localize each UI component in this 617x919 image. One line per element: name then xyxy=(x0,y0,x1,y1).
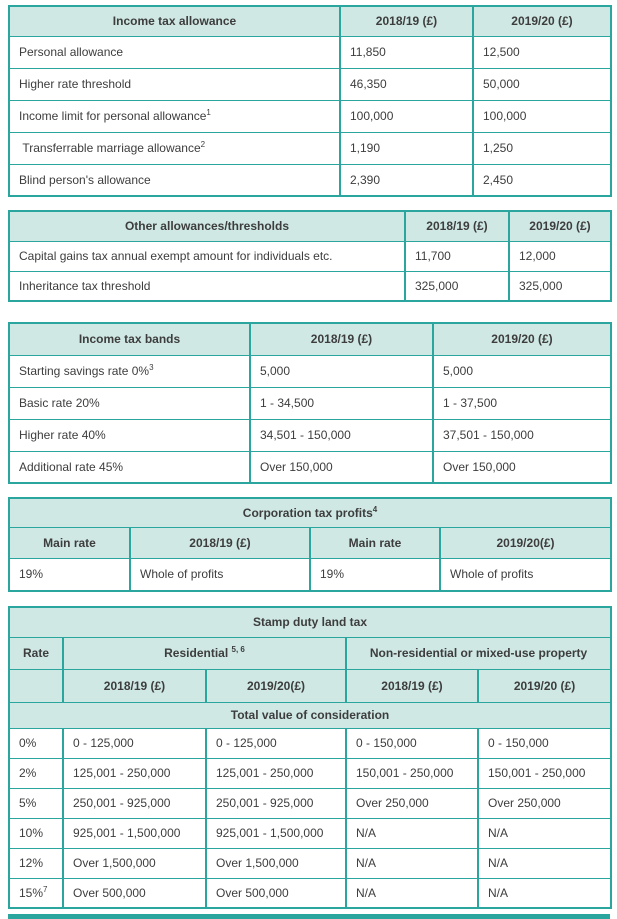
nonres-2018-19: N/A xyxy=(346,878,478,908)
footnote-marker: 3 xyxy=(149,363,154,372)
table-row xyxy=(9,164,611,196)
header-residential: Residential $^{5, 6}$ xyxy=(63,637,346,669)
nonres-2018-19: 0 - 150,000 xyxy=(346,728,478,758)
table-header-row xyxy=(9,6,611,36)
header-rate: Rate xyxy=(9,637,63,669)
value-2019-20: 2,450 xyxy=(473,164,611,196)
header-2019-20: 2019/20 (£) xyxy=(473,6,611,36)
row-label: Inheritance tax threshold xyxy=(9,271,405,301)
main-rate-2019-20: 19% xyxy=(310,558,440,591)
table-row xyxy=(9,132,611,164)
table-row xyxy=(9,419,611,451)
profits-2019-20: Whole of profits xyxy=(440,558,611,591)
nonres-2018-19: N/A xyxy=(346,818,478,848)
table-row xyxy=(9,818,611,848)
res-2019-20: 0 - 125,000 xyxy=(206,728,346,758)
table-title-row xyxy=(9,607,611,637)
header-main-rate: Main rate xyxy=(310,527,440,558)
value-2018-19: 1,190 xyxy=(340,132,473,164)
row-label: Transferrable marriage allowance$^2$ xyxy=(9,132,340,164)
nonres-2019-20: Over 250,000 xyxy=(478,788,611,818)
table-row xyxy=(9,788,611,818)
row-label: Higher rate threshold xyxy=(9,68,340,100)
empty-header-cell xyxy=(9,669,63,702)
row-label: Blind person's allowance xyxy=(9,164,340,196)
header-income-tax-allowance: Income tax allowance xyxy=(9,6,340,36)
res-2018-19: 925,001 - 1,500,000 xyxy=(63,818,206,848)
header-2018-19: 2018/19 (£) xyxy=(405,211,509,241)
table-row xyxy=(9,878,611,908)
rate-cell: 5% xyxy=(9,788,63,818)
res-2018-19: 125,001 - 250,000 xyxy=(63,758,206,788)
res-2019-20: Over 500,000 xyxy=(206,878,346,908)
stamp-duty-table xyxy=(8,606,612,909)
rate-cell: 12% xyxy=(9,848,63,878)
rate-cell: 15%$^7$ xyxy=(9,878,63,908)
value-2018-19: Over 150,000 xyxy=(250,451,433,483)
subheader-row xyxy=(9,702,611,728)
row-label: Personal allowance xyxy=(9,36,340,68)
res-2018-19: 250,001 - 925,000 xyxy=(63,788,206,818)
nonres-2018-19: N/A xyxy=(346,848,478,878)
row-label: Income limit for personal allowance$^1$ xyxy=(9,100,340,132)
header-2019-20: 2019/20 (£) xyxy=(433,323,611,355)
rate-cell: 2% xyxy=(9,758,63,788)
row-label: Basic rate 20% xyxy=(9,387,250,419)
table-title-row xyxy=(9,498,611,527)
table-row xyxy=(9,848,611,878)
year-header-row xyxy=(9,669,611,702)
header-other-allowances: Other allowances/thresholds xyxy=(9,211,405,241)
table-row xyxy=(9,558,611,591)
row-label: Additional rate 45% xyxy=(9,451,250,483)
value-2019-20: 5,000 xyxy=(433,355,611,387)
table-row xyxy=(9,241,611,271)
value-2019-20: 325,000 xyxy=(509,271,611,301)
total-value-subheader: Total value of consideration xyxy=(9,702,611,728)
value-2018-19: 11,700 xyxy=(405,241,509,271)
value-2019-20: 12,500 xyxy=(473,36,611,68)
footnote-marker: 5, 6 xyxy=(231,645,245,654)
table-row xyxy=(9,355,611,387)
value-2018-19: 11,850 xyxy=(340,36,473,68)
res-2018-19: 0 - 125,000 xyxy=(63,728,206,758)
header-2018-19: 2018/19 (£) xyxy=(250,323,433,355)
footnote-marker: 1 xyxy=(206,108,211,117)
row-label: Higher rate 40% xyxy=(9,419,250,451)
nonres-2019-20: N/A xyxy=(478,848,611,878)
profits-2018-19: Whole of profits xyxy=(130,558,310,591)
nonres-2019-20: 150,001 - 250,000 xyxy=(478,758,611,788)
table-row xyxy=(9,271,611,301)
res-2018-19: Over 500,000 xyxy=(63,878,206,908)
value-2019-20: 1 - 37,500 xyxy=(433,387,611,419)
value-2018-19: 325,000 xyxy=(405,271,509,301)
rate-cell: 10% xyxy=(9,818,63,848)
value-2019-20: 50,000 xyxy=(473,68,611,100)
income-tax-bands-table xyxy=(8,322,612,484)
header-income-tax-bands: Income tax bands xyxy=(9,323,250,355)
res-2019-20: Over 1,500,000 xyxy=(206,848,346,878)
table-row xyxy=(9,68,611,100)
value-2019-20: Over 150,000 xyxy=(433,451,611,483)
header-res-2019-20: 2019/20(£) xyxy=(206,669,346,702)
rate-cell: 0% xyxy=(9,728,63,758)
income-tax-allowance-table xyxy=(8,5,612,197)
group-header-row xyxy=(9,637,611,669)
res-2019-20: 925,001 - 1,500,000 xyxy=(206,818,346,848)
value-2018-19: 46,350 xyxy=(340,68,473,100)
table-row xyxy=(9,100,611,132)
nonres-2019-20: 0 - 150,000 xyxy=(478,728,611,758)
nonres-2019-20: N/A xyxy=(478,818,611,848)
header-nonres-2019-20: 2019/20 (£) xyxy=(478,669,611,702)
table-header-row xyxy=(9,323,611,355)
table-row xyxy=(9,36,611,68)
value-2019-20: 100,000 xyxy=(473,100,611,132)
nonres-2018-19: Over 250,000 xyxy=(346,788,478,818)
value-2018-19: 1 - 34,500 xyxy=(250,387,433,419)
next-table-top-edge xyxy=(8,914,610,919)
table-header-row xyxy=(9,211,611,241)
header-2018-19: 2018/19 (£) xyxy=(340,6,473,36)
table-row xyxy=(9,387,611,419)
footnote-marker: 4 xyxy=(372,504,378,514)
header-nonres-2018-19: 2018/19 (£) xyxy=(346,669,478,702)
res-2018-19: Over 1,500,000 xyxy=(63,848,206,878)
value-2018-19: 100,000 xyxy=(340,100,473,132)
main-rate-2018-19: 19% xyxy=(9,558,130,591)
header-main-rate: Main rate xyxy=(9,527,130,558)
footnote-marker: 2 xyxy=(200,140,206,149)
header-2018-19: 2018/19 (£) xyxy=(130,527,310,558)
other-allowances-table xyxy=(8,210,612,302)
res-2019-20: 125,001 - 250,000 xyxy=(206,758,346,788)
row-label: Capital gains tax annual exempt amount for individuals etc. xyxy=(9,241,405,271)
table-row xyxy=(9,758,611,788)
res-2019-20: 250,001 - 925,000 xyxy=(206,788,346,818)
row-label: Starting savings rate 0%$^3$ xyxy=(9,355,250,387)
value-2018-19: 2,390 xyxy=(340,164,473,196)
value-2018-19: 5,000 xyxy=(250,355,433,387)
corporation-tax-table xyxy=(8,497,612,592)
corporation-tax-title: Corporation tax profits$^4$ xyxy=(9,498,611,527)
header-2019-20: 2019/20 (£) xyxy=(509,211,611,241)
footnote-marker: 7 xyxy=(43,884,48,894)
table-row xyxy=(9,728,611,758)
value-2019-20: 37,501 - 150,000 xyxy=(433,419,611,451)
table-row xyxy=(9,451,611,483)
table-header-row xyxy=(9,527,611,558)
value-2019-20: 1,250 xyxy=(473,132,611,164)
nonres-2018-19: 150,001 - 250,000 xyxy=(346,758,478,788)
value-2018-19: 34,501 - 150,000 xyxy=(250,419,433,451)
stamp-duty-title: Stamp duty land tax xyxy=(9,607,611,637)
value-2019-20: 12,000 xyxy=(509,241,611,271)
header-2019-20: 2019/20(£) xyxy=(440,527,611,558)
header-res-2018-19: 2018/19 (£) xyxy=(63,669,206,702)
nonres-2019-20: N/A xyxy=(478,878,611,908)
header-non-residential: Non-residential or mixed-use property xyxy=(346,637,611,669)
